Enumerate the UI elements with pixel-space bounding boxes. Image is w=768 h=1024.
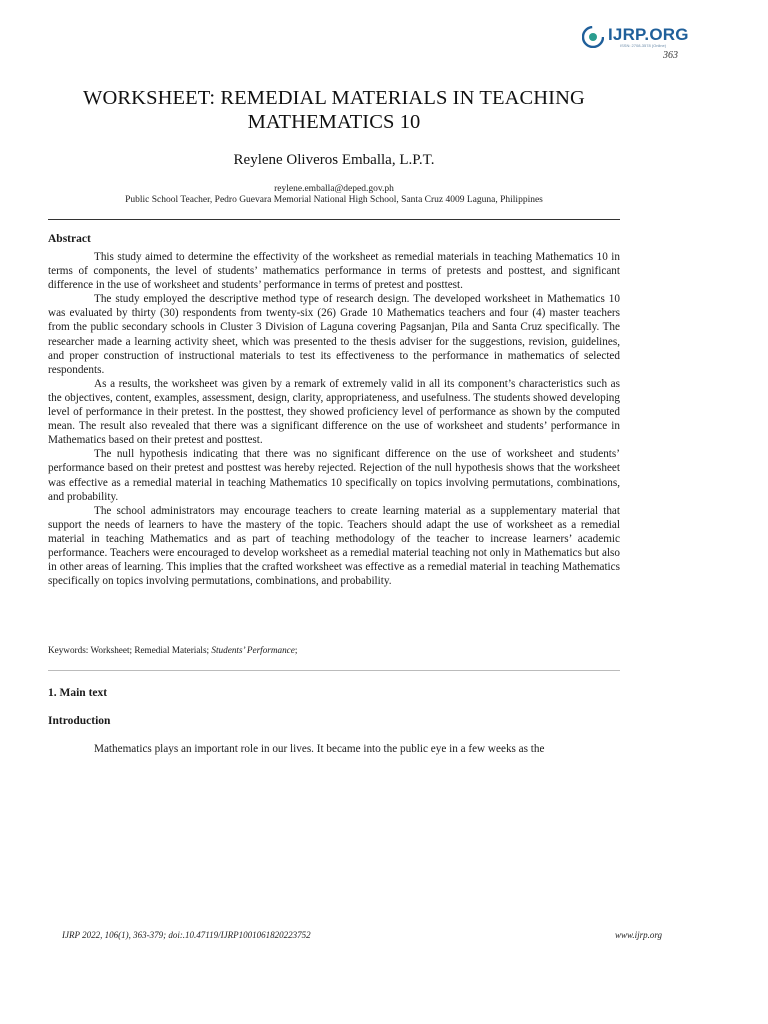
- abstract-paragraph: This study aimed to determine the effectivity of the worksheet as remedial materials in teaching Mathematics 10 in terms of components, the level of students’ mathematics performance in terms of pretests and posttest, and significant difference in the use of worksheet and students’ performance in terms of pretest and posttest.: [48, 251, 620, 292]
- section-heading: 1. Main text: [48, 687, 108, 699]
- author-email: reylene.emballa@deped.gov.ph: [274, 184, 394, 194]
- abstract-heading: Abstract: [48, 233, 91, 245]
- page-number: 363: [663, 50, 678, 61]
- keywords-suffix: ;: [294, 645, 298, 655]
- abstract-paragraph: The null hypothesis indicating that there was no significant difference on the use of worksheet and students’ performance based on their pretest and posttest was hereby rejected. Rejection of the null hypothesis shows that the worksheet was effective as a remedial material in teaching Mathematics 10 specifically on topics involving permutations, combinations, and probability.: [48, 448, 620, 503]
- logo-text: IJRP.ORG: [608, 25, 689, 44]
- abstract-body: [48, 250, 620, 588]
- header-divider: [48, 219, 620, 220]
- journal-logo: [582, 22, 692, 52]
- subsection-heading: Introduction: [48, 715, 111, 727]
- paper-title: [48, 86, 620, 134]
- keywords-italic: Students’ Performance: [211, 645, 295, 655]
- author-name: Reylene Oliveros Emballa, L.P.T.: [233, 152, 435, 168]
- ijrp-logo-icon: [582, 26, 604, 48]
- keywords-divider: [48, 670, 620, 671]
- keywords-label: Keywords: Worksheet; Remedial Materials;: [48, 645, 212, 655]
- intro-paragraph: Mathematics plays an important role in our lives. It became into the public eye in a few weeks as the: [94, 743, 545, 755]
- author-affiliation: Public School Teacher, Pedro Guevara Memorial National High School, Santa Cruz 4009 Laguna, Philippines: [125, 195, 543, 205]
- abstract-paragraph: As a results, the worksheet was given by a remark of extremely valid in all its component’s characteristics such as the objectives, content, examples, assessment, design, clarity, appropriateness, and usefulness. The students showed developing level of performance in their pretest. In the posttest, they showed proficiency level of performance as shown by the computed mean. The result also revealed that there was a significant difference on the use of worksheet and students’ performance in Mathematics based on their pretest and posttest.: [48, 377, 620, 447]
- title-line-2: MATHEMATICS 10: [247, 111, 421, 133]
- abstract-paragraph: The school administrators may encourage teachers to create learning material as a supplementary material that support the needs of learners to have the mastery of the topic. Teachers should adapt the use of worksheet as a remedial material in teaching Mathematics and as part of teaching methodology of the teacher to increase learners’ academic performance. Teachers were encouraged to develop worksheet as a remedial material teaching not only in Mathematics but also in other areas of learning. This implies that the crafted worksheet was effective as a remedial material in teaching Mathematics specifically on topics involving permutations, combinations, and probability.: [48, 504, 620, 588]
- footer-citation: IJRP 2022, 106(1), 363-379; doi:.10.47119/IJRP1001061820223752: [62, 930, 311, 940]
- logo-subtext: ISSN: 2708-3578 (Online): [620, 43, 667, 48]
- abstract-paragraph: The study employed the descriptive method type of research design. The developed worksheet in Mathematics 10 was evaluated by thirty (30) respondents from twenty-six (26) Grade 10 Mathematics teachers and four (4) master teachers from the public secondary schools in Cluster 3 Division of Laguna covering Pagsanjan, Pila and Santa Cruz specifically. The researcher made a learning activity sheet, which was presented to the thesis adviser for the suggestions, revision, guidelines, and proper construction of instructional materials to test its effectiveness to the performance in mathematics of selected respondents.: [48, 293, 620, 376]
- footer-website[interactable]: www.ijrp.org: [614, 930, 662, 940]
- title-line-1: WORKSHEET: REMEDIAL MATERIALS IN TEACHING: [83, 87, 585, 109]
- keywords-line: [48, 645, 297, 655]
